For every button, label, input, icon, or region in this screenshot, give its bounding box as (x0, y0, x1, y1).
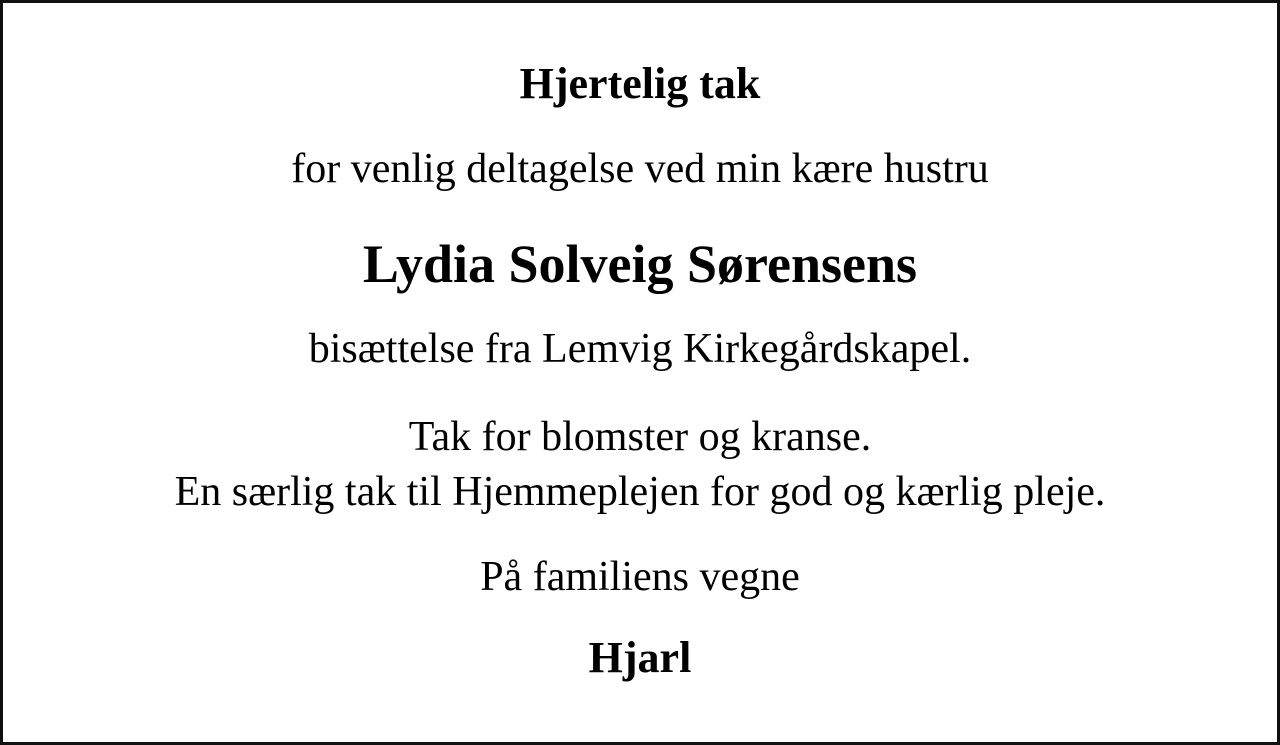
thanks-flowers: Tak for blomster og kranse. (408, 414, 872, 460)
notice-heading: Hjertelig tak (519, 59, 761, 108)
on-behalf-line: På familiens vegne (480, 554, 800, 600)
thanks-care: En særlig tak til Hjemmeplejen for god og kærlig pleje. (174, 469, 1106, 515)
signature: Hjarl (588, 633, 692, 682)
ceremony-location: bisættelse fra Lemvig Kirkegårdskapel. (308, 326, 972, 372)
notice-intro: for venlig deltagelse ved min kære hustru (291, 146, 989, 192)
deceased-name: Lydia Solveig Sørensens (362, 234, 918, 294)
